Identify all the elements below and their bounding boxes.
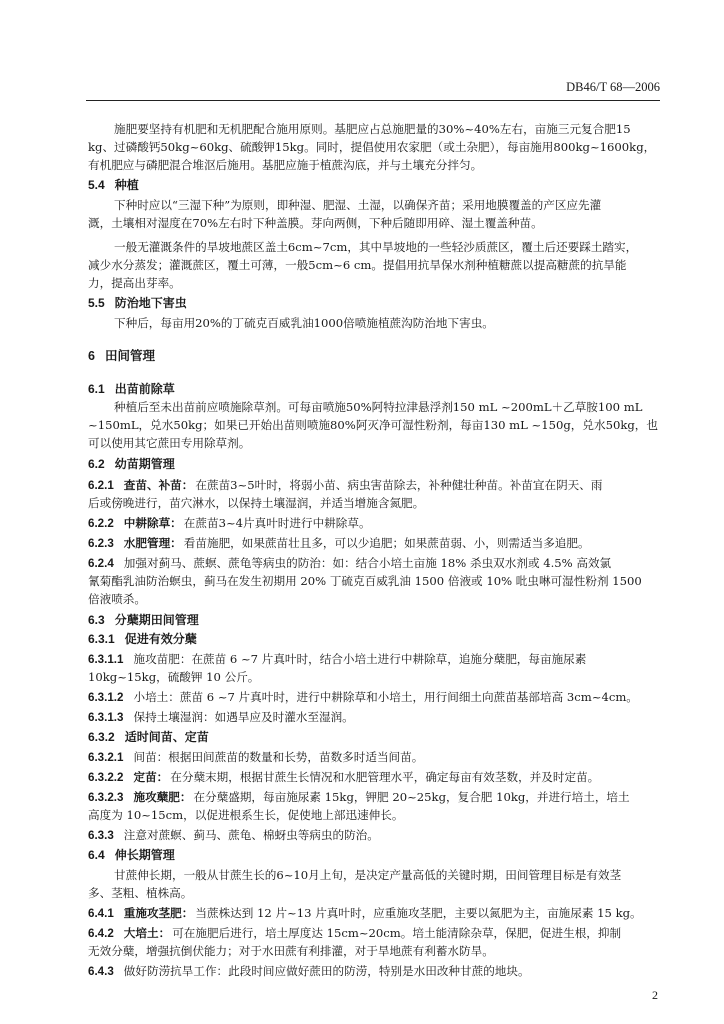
section-number: 6.3 bbox=[88, 613, 105, 627]
paragraph-line: kg、过磷酸钙50kg~60kg、硫酸钾15kg。同时，提倡使用农家肥（或土杂肥），每亩施用800kg~1600kg， bbox=[88, 140, 656, 154]
section-number: 6.2 bbox=[88, 457, 105, 471]
section-number: 6 bbox=[88, 349, 95, 363]
section-title: 田间管理 bbox=[104, 348, 155, 363]
clause-number: 6.4.2 bbox=[88, 927, 114, 940]
chapter-heading-6 bbox=[88, 347, 660, 365]
section-title: 出苗前除草 bbox=[114, 382, 175, 396]
clause-label: 查苗、补苗： bbox=[123, 478, 194, 492]
paragraph-line: 种植后至未出苗前应喷施除草剂。可每亩喷施50%阿特拉津悬浮剂150 mL ~200mL＋乙草胺100 mL bbox=[114, 400, 643, 414]
section-title: 幼苗期管理 bbox=[114, 457, 175, 471]
section-number: 5.5 bbox=[88, 296, 105, 310]
section-title: 促进有效分蘖 bbox=[124, 632, 197, 646]
clause-6-4-1 bbox=[88, 904, 660, 923]
clause-text: 保持土壤湿润：如遇旱应及时灌水至湿润。 bbox=[133, 710, 354, 724]
clause-label: 施攻蘖肥： bbox=[133, 790, 192, 804]
paragraph-line: 多、茎粗、植株高。 bbox=[88, 886, 193, 900]
clause-text: 间苗：根据田间蔗苗的数量和长势，苗数多时适当间苗。 bbox=[133, 750, 424, 764]
clause-number: 6.2.1 bbox=[88, 479, 114, 492]
paragraph-line: 减少水分蒸发；灌溉蔗区，覆土可薄，一般5cm~6 cm。提倡用抗旱保水剂种植糖蔗以提高糖蔗的抗旱能 bbox=[88, 258, 627, 272]
section-title: 种植 bbox=[114, 178, 139, 192]
paragraph-line: 下种后，每亩用20%的丁硫克百威乳油1000倍喷施植蔗沟防治地下害虫。 bbox=[114, 316, 494, 330]
clause-label: 定苗： bbox=[133, 770, 169, 784]
clause-6-3-2-3 bbox=[88, 788, 660, 807]
clause-6-4-3 bbox=[88, 962, 660, 981]
clause-number: 6.2.4 bbox=[88, 557, 114, 570]
paragraph-line: 氰菊酯乳油防治螟虫，蓟马在发生初期用 20% 丁硫克百威乳油 1500 倍液或 10% 吡虫啉可湿性粉剂 1500 bbox=[88, 574, 642, 588]
clause-text: 在分蘖盛期，每亩施尿素 15kg，钾肥 20~25kg，复合肥 10kg，并进行培土，培土 bbox=[193, 790, 630, 804]
paragraph-line: 施肥要坚持有机肥和无机肥配合施用原则。基肥应占总施肥量的30%~40%左右，亩施三元复合肥15 bbox=[114, 122, 631, 136]
paragraph-line: 可以使用其它蔗田专用除草剂。 bbox=[88, 436, 251, 450]
section-title: 分蘖期田间管理 bbox=[114, 613, 199, 627]
paragraph-line: 一般无灌溉条件的旱坡地蔗区盖土6cm~7cm，其中旱坡地的一些轻沙质蔗区，覆土后还要踩土踏实， bbox=[114, 240, 638, 254]
section-title: 防治地下害虫 bbox=[114, 296, 187, 310]
clause-number: 6.3.1.3 bbox=[88, 711, 124, 724]
section-title: 伸长期管理 bbox=[114, 848, 175, 862]
clause-label: 中耕除草： bbox=[123, 516, 182, 530]
paragraph-line: 溉，土壤相对湿度在70%左右时下种盖膜。芽向两侧，下种后随即用碎、湿土覆盖种苗。 bbox=[88, 216, 543, 230]
clause-6-2-3 bbox=[88, 534, 660, 553]
clause-6-3-1-1 bbox=[88, 650, 660, 669]
page-number: 2 bbox=[652, 988, 658, 1002]
paragraph-line: 有机肥应与磷肥混合堆沤后施用。基肥应施于植蔗沟底，并与土壤充分拌匀。 bbox=[88, 158, 483, 172]
paragraph-line: 高度为 10~15cm，以促进根系生长，促使地上部迅速伸长。 bbox=[88, 808, 404, 822]
section-heading-6-3-2 bbox=[88, 728, 660, 746]
paragraph-line: ~150mL，兑水50kg；如果已开始出苗则喷施80%阿灭净可湿性粉剂，每亩130 mL ~150g，兑水50kg，也 bbox=[88, 418, 658, 432]
clause-text: 当蔗株达到 12 片~13 片真叶时，应重施攻茎肥，主要以氮肥为主，亩施尿素 15 kg。 bbox=[195, 906, 642, 920]
clause-6-3-1-2 bbox=[88, 688, 660, 707]
clause-6-2-1 bbox=[88, 476, 660, 495]
clause-number: 6.2.2 bbox=[88, 517, 114, 530]
section-title: 适时间苗、定苗 bbox=[124, 730, 209, 744]
clause-text: 注意对蔗螟、蓟马、蔗龟、棉蚜虫等病虫的防治。 bbox=[123, 828, 379, 842]
clause-text: 施攻苗肥：在蔗苗 6 ~7 片真叶时，结合小培土进行中耕除草，追施分蘖肥，每亩施尿素 bbox=[133, 652, 587, 666]
clause-label: 大培土： bbox=[123, 926, 171, 940]
paragraph-line: 力，提高出芽率。 bbox=[88, 276, 181, 290]
paragraph-line: 下种时应以“三湿下种”为原则，即种湿、肥湿、土湿，以确保齐苗；采用地膜覆盖的产区应先灌 bbox=[114, 198, 602, 212]
clause-number: 6.3.1.1 bbox=[88, 653, 124, 666]
section-number: 6.4 bbox=[88, 848, 105, 862]
clause-label: 重施攻茎肥： bbox=[123, 906, 194, 920]
section-heading-6-3-1 bbox=[88, 630, 660, 648]
clause-text: 做好防涝抗旱工作：此段时间应做好蔗田的防涝，特别是水田改种甘蔗的地块。 bbox=[123, 964, 530, 978]
clause-6-2-4 bbox=[88, 554, 660, 573]
clause-text: 看苗施肥，如果蔗苗壮且多，可以少追肥；如果蔗苗弱、小，则需适当多追肥。 bbox=[183, 536, 590, 550]
paragraph-line: 10kg~15kg，硫酸钾 10 公斤。 bbox=[88, 670, 260, 684]
clause-text: 可在施肥后进行，培土厚度达 15cm~20cm。培土能清除杂草，保肥，促进生根，抑制 bbox=[172, 926, 622, 940]
clause-number: 6.3.2.2 bbox=[88, 771, 124, 784]
clause-number: 6.3.3 bbox=[88, 829, 114, 842]
clause-number: 6.3.2.1 bbox=[88, 751, 124, 764]
paragraph-line: 倍液喷杀。 bbox=[88, 592, 146, 606]
section-heading-5-4 bbox=[88, 176, 660, 194]
clause-6-3-3 bbox=[88, 826, 660, 845]
clause-number: 6.4.3 bbox=[88, 965, 114, 978]
section-number: 6.3.2 bbox=[88, 730, 115, 744]
clause-label: 水肥管理： bbox=[123, 536, 182, 550]
section-number: 5.4 bbox=[88, 178, 105, 192]
clause-number: 6.4.1 bbox=[88, 907, 114, 920]
section-heading-6-2 bbox=[88, 455, 660, 473]
clause-number: 6.2.3 bbox=[88, 537, 114, 550]
clause-text: 在蔗苗3~4片真叶时进行中耕除草。 bbox=[183, 516, 371, 530]
document-code: DB46/T 68—2006 bbox=[566, 80, 660, 94]
section-heading-6-4 bbox=[88, 846, 660, 864]
clause-text: 小培土：蔗苗 6 ~7 片真叶时，进行中耕除草和小培土，用行间细土向蔗苗基部培高 3cm~4cm。 bbox=[133, 690, 638, 704]
section-number: 6.3.1 bbox=[88, 632, 115, 646]
section-heading-6-3 bbox=[88, 611, 660, 629]
clause-6-2-2 bbox=[88, 514, 660, 533]
clause-number: 6.3.2.3 bbox=[88, 791, 124, 804]
clause-6-3-2-1 bbox=[88, 748, 660, 767]
section-heading-6-1 bbox=[88, 380, 660, 398]
clause-text: 在蔗苗3~5叶时，将弱小苗、病虫害苗除去，补种健壮种苗。补苗宜在阴天、雨 bbox=[195, 478, 603, 492]
section-number: 6.1 bbox=[88, 382, 105, 396]
clause-6-3-2-2 bbox=[88, 768, 660, 787]
paragraph-line: 无效分蘖，增强抗倒伏能力；对于水田蔗有利排灌，对于旱地蔗有利蓄水防旱。 bbox=[88, 944, 494, 958]
clause-6-3-1-3 bbox=[88, 708, 660, 727]
clause-text: 加强对蓟马、蔗螟、蔗龟等病虫的防治：如：结合小培土亩施 18% 杀虫双水剂或 4.5% 高效氯 bbox=[123, 556, 612, 570]
clause-text: 在分蘖末期，根据甘蔗生长情况和水肥管理水平，确定每亩有效茎数，并及时定苗。 bbox=[170, 770, 600, 784]
paragraph-line: 后或傍晚进行，苗穴淋水，以保持土壤湿润，并适当增施含氮肥。 bbox=[88, 496, 425, 510]
clause-number: 6.3.1.2 bbox=[88, 691, 124, 704]
clause-6-4-2 bbox=[88, 924, 660, 943]
header-rule bbox=[86, 100, 660, 101]
section-heading-5-5 bbox=[88, 294, 660, 312]
paragraph-line: 甘蔗伸长期，一般从甘蔗生长的6~10月上旬，是决定产量高低的关键时期，田间管理目标是有效茎 bbox=[114, 868, 622, 882]
